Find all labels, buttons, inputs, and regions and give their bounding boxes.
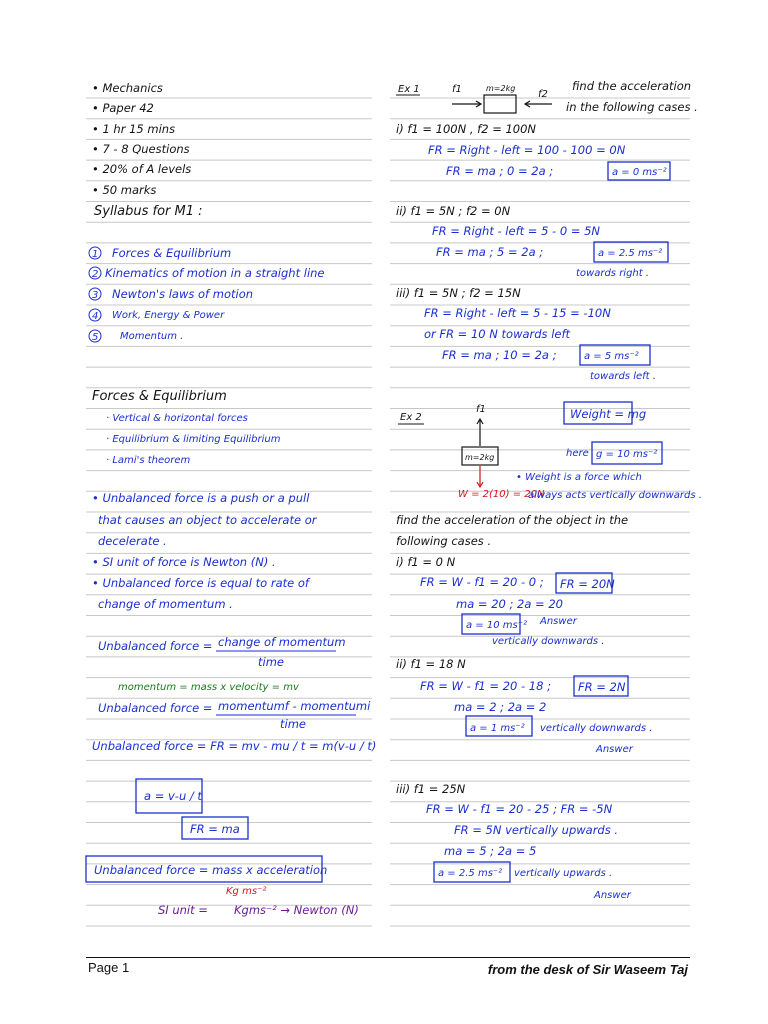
syllabus-title: Syllabus for M1 : [94, 204, 203, 219]
formula-expanded: Unbalanced force = FR = mv - mu / t = m(v-u / t) [92, 739, 377, 753]
ex1-case1 [396, 122, 670, 180]
formula2-numerator: momentumf - momentumi [218, 699, 371, 713]
ex1-f1: f1 [452, 84, 462, 95]
case1-newton: FR = ma ; 0 = 2a ; [446, 164, 554, 178]
c3-given: iii) f1 = 25N [396, 782, 466, 796]
definition-line-2: that causes an object to accelerate or [98, 513, 317, 527]
c1-fr: FR = 20N [560, 577, 615, 591]
c3-answer: a = 2.5 ms⁻² [438, 868, 503, 879]
syllabus-number-4: 4 [92, 311, 99, 322]
definitions [92, 491, 318, 611]
ex1-task-line1: find the acceleration [572, 79, 692, 93]
bullet-6: • 50 marks [92, 183, 157, 197]
here-label: here [566, 448, 589, 459]
formula-momentum-difference [98, 699, 371, 731]
accel-formula: a = v-u / t [144, 789, 202, 803]
forces-item-2: · Equilibrium & limiting Equilibrium [106, 434, 281, 445]
ex1-case2 [396, 204, 668, 279]
ex2-task-line2: following cases . [396, 534, 492, 548]
si-unit-value: Kgms⁻² → Newton (N) [234, 903, 359, 917]
weight-note-line2: always acts vertically downwards . [528, 490, 702, 501]
case1-given: i) f1 = 100N , f2 = 100N [396, 122, 537, 136]
case2-answer: a = 2.5 ms⁻² [598, 248, 663, 259]
case1-net-force: FR = Right - left = 100 - 100 = 0N [428, 143, 626, 157]
bullet-3: • 1 hr 15 mins [92, 122, 176, 136]
syllabus-item-4: Work, Energy & Power [112, 310, 225, 321]
definition-line-6: change of momentum . [98, 597, 233, 611]
fr-formula: FR = ma [190, 822, 240, 836]
case3-direction: towards left . [590, 371, 656, 382]
bullet-1: • Mechanics [92, 81, 163, 95]
formula1-numerator: change of momentum [218, 635, 346, 649]
footer-credit: from the desk of Sir Waseem Taj [487, 962, 688, 977]
c2-newton: ma = 2 ; 2a = 2 [454, 700, 547, 714]
weight-note-line1: • Weight is a force which [516, 472, 642, 483]
case3-given: iii) f1 = 5N ; f2 = 15N [396, 286, 521, 300]
syllabus-item-3: Newton's laws of motion [112, 287, 254, 301]
case2-given: ii) f1 = 5N ; f2 = 0N [396, 204, 511, 218]
formula2-lhs: Unbalanced force = [98, 701, 213, 715]
c2-given: ii) f1 = 18 N [396, 657, 466, 671]
c2-answer: a = 1 ms⁻² [470, 723, 525, 734]
case3-net-force: FR = Right - left = 5 - 15 = -10N [424, 306, 611, 320]
ex1-label: Ex 1 [398, 84, 420, 95]
forces-title: Forces & Equilibrium [92, 389, 227, 404]
c1-net-force: FR = W - f1 = 20 - 0 ; [420, 575, 544, 589]
formula1-lhs: Unbalanced force = [98, 639, 213, 653]
definition-line-4: • SI unit of force is Newton (N) . [92, 555, 276, 569]
unbalanced-force-formula: Unbalanced force = mass x acceleration [94, 863, 328, 877]
ex2-case3 [396, 782, 632, 901]
case2-newton: FR = ma ; 5 = 2a ; [436, 245, 544, 259]
c3-answer-label: Answer [594, 890, 631, 901]
case2-direction: towards right . [576, 268, 650, 279]
syllabus-item-2: Kinematics of motion in a straight line [105, 266, 325, 280]
formula1-denominator: time [258, 655, 284, 669]
page-number: Page 1 [88, 960, 130, 975]
footer-divider [86, 957, 690, 958]
bullet-2: • Paper 42 [92, 101, 154, 115]
definition-line-3: decelerate . [98, 534, 167, 548]
weight-formula: Weight = mg [570, 407, 647, 421]
c3-direction: vertically upwards . [514, 868, 613, 879]
syllabus-number-1: 1 [92, 249, 99, 260]
ex2-f1: f1 [476, 404, 486, 415]
syllabus-number-2: 2 [92, 269, 99, 280]
forces-sublist [106, 413, 281, 466]
units-annotation: Kg ms⁻² [226, 886, 267, 897]
c1-newton: ma = 20 ; 2a = 20 [456, 597, 563, 611]
c3-net-force: FR = W - f1 = 20 - 25 ; FR = -5N [426, 802, 613, 816]
c2-fr: FR = 2N [578, 680, 626, 694]
bullet-4: • 7 - 8 Questions [92, 142, 190, 156]
case3-newton: FR = ma ; 10 = 2a ; [442, 348, 557, 362]
syllabus-number-5: 5 [92, 332, 99, 343]
case3-answer: a = 5 ms⁻² [584, 351, 639, 362]
c1-answer: a = 10 ms⁻² [466, 620, 528, 631]
si-unit-label: SI unit = [158, 903, 208, 917]
forces-item-3: · Lami's theorem [106, 455, 191, 466]
case1-answer: a = 0 ms⁻² [612, 167, 667, 178]
case2-net-force: FR = Right - left = 5 - 0 = 5N [432, 224, 601, 238]
right-column [396, 79, 702, 901]
syllabus-item-5: Momentum . [120, 331, 184, 342]
ex1-mass: m=2kg [486, 84, 516, 93]
g-value: g = 10 ms⁻² [596, 449, 658, 460]
definition-line-1: • Unbalanced force is a push or a pull [92, 491, 310, 505]
syllabus-list [89, 246, 325, 343]
c2-net-force: FR = W - f1 = 20 - 18 ; [420, 679, 551, 693]
ex2-label: Ex 2 [400, 412, 422, 423]
ex2-task-line1: find the acceleration of the object in the [396, 513, 629, 527]
definition-line-5: • Unbalanced force is equal to rate of [92, 576, 309, 590]
formula-rate-of-change [98, 635, 346, 669]
ex1-f2: f2 [538, 89, 548, 100]
formula2-denominator: time [280, 717, 306, 731]
case3-alt: or FR = 10 N towards left [424, 327, 571, 341]
ex2-case2 [396, 657, 652, 755]
forces-item-1: · Vertical & horizontal forces [106, 413, 248, 424]
left-column [86, 81, 376, 917]
momentum-equation: momentum = mass x velocity = mv [118, 682, 299, 693]
syllabus-item-1: Forces & Equilibrium [112, 246, 232, 260]
ex2-weight: W = 2(10) = 20N [458, 489, 545, 500]
c1-given: i) f1 = 0 N [396, 555, 456, 569]
ex2-mass: m=2kg [465, 453, 495, 462]
c3-newton: ma = 5 ; 2a = 5 [444, 844, 537, 858]
c1-direction: vertically downwards . [492, 636, 605, 647]
c1-answer-label: Answer [540, 616, 577, 627]
c2-direction: vertically downwards . [540, 723, 653, 734]
syllabus-number-3: 3 [92, 290, 99, 301]
c2-answer-label: Answer [596, 744, 633, 755]
c3-direction-line: FR = 5N vertically upwards . [454, 823, 619, 837]
ex1-task-line2: in the following cases . [566, 100, 698, 114]
ex2-case1 [396, 555, 615, 647]
bullet-5: • 20% of A levels [92, 162, 192, 176]
